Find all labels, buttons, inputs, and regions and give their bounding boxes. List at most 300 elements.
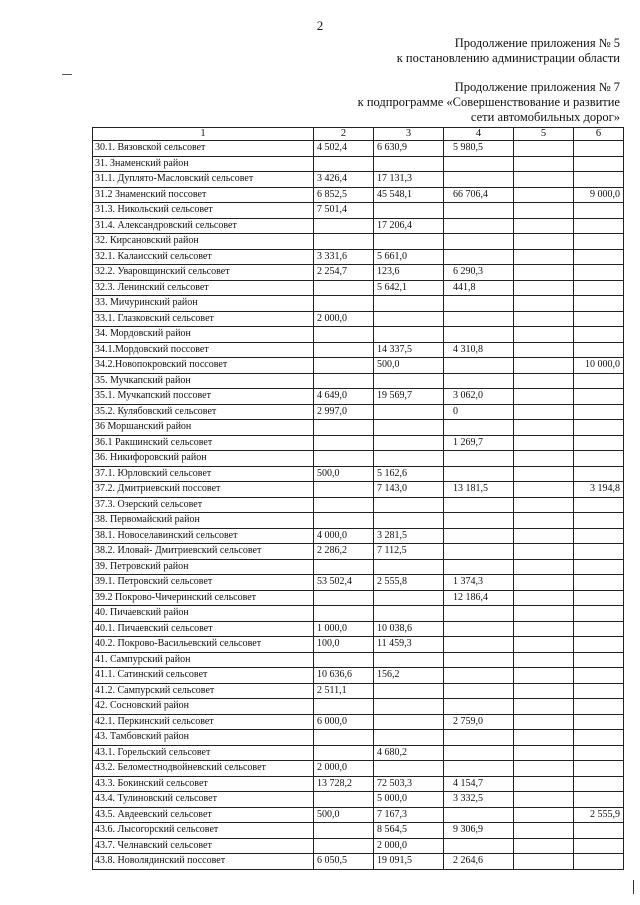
col3-value-cell xyxy=(374,590,444,606)
col5-value-cell xyxy=(514,373,574,389)
table-row xyxy=(93,373,624,389)
table-row xyxy=(93,699,624,715)
col5-value-cell xyxy=(514,234,574,250)
col3-value-cell xyxy=(374,497,444,513)
col3-value-cell xyxy=(374,203,444,219)
col4-value-cell: 2 264,6 xyxy=(444,854,514,870)
col2-value-cell xyxy=(314,559,374,575)
col4-value-cell xyxy=(444,172,514,188)
col3-value-cell: 19 091,5 xyxy=(374,854,444,870)
col5-value-cell xyxy=(514,528,574,544)
col4-value-cell xyxy=(444,683,514,699)
col2-value-cell xyxy=(314,342,374,358)
col6-value-cell xyxy=(574,420,624,436)
municipality-cell: 40. Пичаевский район xyxy=(93,606,314,622)
col6-value-cell xyxy=(574,497,624,513)
col5-value-cell xyxy=(514,420,574,436)
header-line: Продолжение приложения № 7 xyxy=(454,80,620,94)
table-row xyxy=(93,265,624,281)
col4-value-cell xyxy=(444,807,514,823)
col6-value-cell xyxy=(574,761,624,777)
table-row xyxy=(93,528,624,544)
col4-value-cell xyxy=(444,156,514,172)
municipality-cell: 36. Никифоровский район xyxy=(93,451,314,467)
col5-value-cell xyxy=(514,218,574,234)
municipality-cell: 31.3. Никольский сельсовет xyxy=(93,203,314,219)
col3-value-cell: 7 143,0 xyxy=(374,482,444,498)
municipality-cell: 31.2 Знаменский поссовет xyxy=(93,187,314,203)
col3-value-cell xyxy=(374,404,444,420)
col6-value-cell xyxy=(574,218,624,234)
col6-value-cell xyxy=(574,451,624,467)
col2-value-cell xyxy=(314,327,374,343)
column-header: 5 xyxy=(514,128,574,141)
table-row xyxy=(93,466,624,482)
col4-value-cell xyxy=(444,838,514,854)
municipality-cell: 43. Тамбовский район xyxy=(93,730,314,746)
col5-value-cell xyxy=(514,807,574,823)
col3-value-cell xyxy=(374,311,444,327)
col5-value-cell xyxy=(514,606,574,622)
col5-value-cell xyxy=(514,513,574,529)
col6-value-cell xyxy=(574,792,624,808)
col6-value-cell xyxy=(574,296,624,312)
col2-value-cell xyxy=(314,745,374,761)
col5-value-cell xyxy=(514,652,574,668)
col6-value-cell xyxy=(574,389,624,405)
column-header: 2 xyxy=(314,128,374,141)
table-row xyxy=(93,327,624,343)
col4-value-cell: 0 xyxy=(444,404,514,420)
col3-value-cell xyxy=(374,699,444,715)
col6-value-cell xyxy=(574,637,624,653)
table-row xyxy=(93,280,624,296)
municipality-cell: 33. Мичуринский район xyxy=(93,296,314,312)
col5-value-cell xyxy=(514,699,574,715)
col3-value-cell xyxy=(374,606,444,622)
col6-value-cell xyxy=(574,559,624,575)
col4-value-cell: 9 306,9 xyxy=(444,823,514,839)
col3-value-cell: 2 000,0 xyxy=(374,838,444,854)
col5-value-cell xyxy=(514,451,574,467)
col2-value-cell: 2 286,2 xyxy=(314,544,374,560)
col5-value-cell xyxy=(514,544,574,560)
col2-value-cell: 2 254,7 xyxy=(314,265,374,281)
col6-value-cell: 3 194,8 xyxy=(574,482,624,498)
col4-value-cell: 4 310,8 xyxy=(444,342,514,358)
column-header: 3 xyxy=(374,128,444,141)
table-header-row xyxy=(93,128,624,141)
col4-value-cell: 12 186,4 xyxy=(444,590,514,606)
funding-table xyxy=(92,127,624,870)
col6-value-cell xyxy=(574,668,624,684)
table-row xyxy=(93,389,624,405)
col4-value-cell: 441,8 xyxy=(444,280,514,296)
table-row xyxy=(93,575,624,591)
table-row xyxy=(93,156,624,172)
col6-value-cell xyxy=(574,203,624,219)
table-row xyxy=(93,218,624,234)
col3-value-cell: 10 038,6 xyxy=(374,621,444,637)
municipality-cell: 41.2. Сампурский сельсовет xyxy=(93,683,314,699)
col3-value-cell: 45 548,1 xyxy=(374,187,444,203)
col4-value-cell xyxy=(444,544,514,560)
table-row xyxy=(93,172,624,188)
municipality-cell: 39. Петровский район xyxy=(93,559,314,575)
col2-value-cell xyxy=(314,590,374,606)
col5-value-cell xyxy=(514,776,574,792)
table-row xyxy=(93,435,624,451)
col4-value-cell xyxy=(444,606,514,622)
municipality-cell: 43.7. Челнавский сельсовет xyxy=(93,838,314,854)
table-row xyxy=(93,420,624,436)
col3-value-cell xyxy=(374,761,444,777)
col5-value-cell xyxy=(514,590,574,606)
col5-value-cell xyxy=(514,466,574,482)
col6-value-cell xyxy=(574,544,624,560)
table-row xyxy=(93,838,624,854)
municipality-cell: 31.4. Александровский сельсовет xyxy=(93,218,314,234)
col2-value-cell xyxy=(314,792,374,808)
col4-value-cell xyxy=(444,699,514,715)
col2-value-cell: 10 636,6 xyxy=(314,668,374,684)
col2-value-cell xyxy=(314,482,374,498)
col6-value-cell xyxy=(574,172,624,188)
col3-value-cell: 8 564,5 xyxy=(374,823,444,839)
col2-value-cell xyxy=(314,296,374,312)
table-row xyxy=(93,683,624,699)
col5-value-cell xyxy=(514,683,574,699)
col2-value-cell: 6 852,5 xyxy=(314,187,374,203)
municipality-cell: 41.1. Сатинский сельсовет xyxy=(93,668,314,684)
col4-value-cell xyxy=(444,203,514,219)
municipality-cell: 37.1. Юрловский сельсовет xyxy=(93,466,314,482)
appendix-5-header xyxy=(397,36,620,66)
col4-value-cell xyxy=(444,466,514,482)
col4-value-cell: 3 332,5 xyxy=(444,792,514,808)
col3-value-cell: 156,2 xyxy=(374,668,444,684)
col2-value-cell: 6 000,0 xyxy=(314,714,374,730)
municipality-cell: 38.1. Новоселавинский сельсовет xyxy=(93,528,314,544)
table-row xyxy=(93,637,624,653)
col6-value-cell xyxy=(574,249,624,265)
col4-value-cell: 6 290,3 xyxy=(444,265,514,281)
col4-value-cell xyxy=(444,249,514,265)
col2-value-cell xyxy=(314,652,374,668)
col5-value-cell xyxy=(514,637,574,653)
col2-value-cell: 4 502,4 xyxy=(314,141,374,157)
col2-value-cell xyxy=(314,513,374,529)
col5-value-cell xyxy=(514,358,574,374)
col4-value-cell: 13 181,5 xyxy=(444,482,514,498)
table-row xyxy=(93,358,624,374)
table-row xyxy=(93,823,624,839)
col3-value-cell: 17 131,3 xyxy=(374,172,444,188)
table-row xyxy=(93,187,624,203)
municipality-cell: 32.3. Ленинский сельсовет xyxy=(93,280,314,296)
table-row xyxy=(93,854,624,870)
col6-value-cell xyxy=(574,699,624,715)
col5-value-cell xyxy=(514,854,574,870)
municipality-cell: 43.6. Лысогорский сельсовет xyxy=(93,823,314,839)
header-line: к постановлению администрации области xyxy=(396,51,620,65)
col6-value-cell xyxy=(574,745,624,761)
col3-value-cell xyxy=(374,234,444,250)
col6-value-cell xyxy=(574,311,624,327)
col6-value-cell: 2 555,9 xyxy=(574,807,624,823)
col3-value-cell: 4 680,2 xyxy=(374,745,444,761)
col6-value-cell xyxy=(574,823,624,839)
col2-value-cell xyxy=(314,234,374,250)
col4-value-cell xyxy=(444,497,514,513)
table-row xyxy=(93,792,624,808)
col2-value-cell: 3 331,6 xyxy=(314,249,374,265)
col2-value-cell xyxy=(314,838,374,854)
municipality-cell: 42.1. Перкинский сельсовет xyxy=(93,714,314,730)
col6-value-cell xyxy=(574,513,624,529)
col2-value-cell: 2 000,0 xyxy=(314,761,374,777)
col3-value-cell xyxy=(374,714,444,730)
municipality-cell: 40.2. Покрово-Васильевский сельсовет xyxy=(93,637,314,653)
col3-value-cell xyxy=(374,513,444,529)
table-row xyxy=(93,745,624,761)
table-row xyxy=(93,652,624,668)
col2-value-cell xyxy=(314,373,374,389)
table-row xyxy=(93,714,624,730)
table-row xyxy=(93,730,624,746)
municipality-cell: 43.3. Бокинский сельсовет xyxy=(93,776,314,792)
col5-value-cell xyxy=(514,668,574,684)
municipality-cell: 43.4. Тулиновский сельсовет xyxy=(93,792,314,808)
col5-value-cell xyxy=(514,838,574,854)
col4-value-cell xyxy=(444,420,514,436)
col2-value-cell: 500,0 xyxy=(314,466,374,482)
table-row xyxy=(93,807,624,823)
col2-value-cell: 53 502,4 xyxy=(314,575,374,591)
col4-value-cell xyxy=(444,327,514,343)
col5-value-cell xyxy=(514,187,574,203)
col2-value-cell: 2 511,1 xyxy=(314,683,374,699)
col6-value-cell xyxy=(574,466,624,482)
col2-value-cell xyxy=(314,823,374,839)
municipality-cell: 36 Моршанский район xyxy=(93,420,314,436)
col4-value-cell xyxy=(444,373,514,389)
col4-value-cell xyxy=(444,311,514,327)
col5-value-cell xyxy=(514,249,574,265)
col6-value-cell xyxy=(574,776,624,792)
col2-value-cell: 3 426,4 xyxy=(314,172,374,188)
municipality-cell: 30.1. Вязовской сельсовет xyxy=(93,141,314,157)
col5-value-cell xyxy=(514,559,574,575)
col2-value-cell: 500,0 xyxy=(314,807,374,823)
col4-value-cell xyxy=(444,745,514,761)
col4-value-cell: 1 374,3 xyxy=(444,575,514,591)
col5-value-cell xyxy=(514,311,574,327)
municipality-cell: 37.3. Озерский сельсовет xyxy=(93,497,314,513)
municipality-cell: 43.1. Горельский сельсовет xyxy=(93,745,314,761)
col3-value-cell: 2 555,8 xyxy=(374,575,444,591)
col4-value-cell xyxy=(444,559,514,575)
col5-value-cell xyxy=(514,435,574,451)
table-row xyxy=(93,621,624,637)
col6-value-cell xyxy=(574,730,624,746)
table-row xyxy=(93,249,624,265)
edge-mark xyxy=(633,880,634,894)
header-line: к подпрограмме «Совершенствование и развитие xyxy=(357,95,620,109)
col5-value-cell xyxy=(514,482,574,498)
col5-value-cell xyxy=(514,621,574,637)
table-row xyxy=(93,761,624,777)
municipality-cell: 35.2. Кулябовский сельсовет xyxy=(93,404,314,420)
table-row xyxy=(93,559,624,575)
col5-value-cell xyxy=(514,203,574,219)
col3-value-cell: 14 337,5 xyxy=(374,342,444,358)
col6-value-cell xyxy=(574,528,624,544)
col4-value-cell xyxy=(444,761,514,777)
municipality-cell: 43.5. Авдеевский сельсовет xyxy=(93,807,314,823)
col3-value-cell xyxy=(374,652,444,668)
table-row xyxy=(93,203,624,219)
municipality-cell: 36.1 Ракшинский сельсовет xyxy=(93,435,314,451)
col2-value-cell xyxy=(314,435,374,451)
table-row xyxy=(93,544,624,560)
col5-value-cell xyxy=(514,389,574,405)
col3-value-cell: 7 112,5 xyxy=(374,544,444,560)
col6-value-cell xyxy=(574,575,624,591)
col2-value-cell: 100,0 xyxy=(314,637,374,653)
page-number: 2 xyxy=(316,18,324,33)
col3-value-cell: 17 206,4 xyxy=(374,218,444,234)
col6-value-cell xyxy=(574,265,624,281)
col3-value-cell: 11 459,3 xyxy=(374,637,444,653)
municipality-cell: 41. Сампурский район xyxy=(93,652,314,668)
col4-value-cell xyxy=(444,218,514,234)
col6-value-cell: 9 000,0 xyxy=(574,187,624,203)
col2-value-cell: 2 000,0 xyxy=(314,311,374,327)
col3-value-cell: 3 281,5 xyxy=(374,528,444,544)
header-line: Продолжение приложения № 5 xyxy=(454,36,620,50)
municipality-cell: 43.8. Новолядинский поссовет xyxy=(93,854,314,870)
col3-value-cell xyxy=(374,683,444,699)
col6-value-cell xyxy=(574,342,624,358)
col3-value-cell xyxy=(374,296,444,312)
table-row xyxy=(93,606,624,622)
col4-value-cell xyxy=(444,668,514,684)
col6-value-cell xyxy=(574,327,624,343)
col4-value-cell xyxy=(444,513,514,529)
col3-value-cell: 5 162,6 xyxy=(374,466,444,482)
table-row xyxy=(93,776,624,792)
table-row xyxy=(93,451,624,467)
municipality-cell: 34.2.Новопокровский поссовет xyxy=(93,358,314,374)
municipality-cell: 39.1. Петровский сельсовет xyxy=(93,575,314,591)
col3-value-cell: 19 569,7 xyxy=(374,389,444,405)
col2-value-cell xyxy=(314,699,374,715)
table-row xyxy=(93,513,624,529)
col5-value-cell xyxy=(514,296,574,312)
col3-value-cell xyxy=(374,451,444,467)
col4-value-cell xyxy=(444,621,514,637)
col5-value-cell xyxy=(514,714,574,730)
header-line: сети автомобильных дорог» xyxy=(470,110,620,124)
municipality-cell: 38.2. Иловай- Дмитриевский сельсовет xyxy=(93,544,314,560)
col6-value-cell xyxy=(574,435,624,451)
col2-value-cell xyxy=(314,218,374,234)
municipality-cell: 38. Первомайский район xyxy=(93,513,314,529)
col6-value-cell xyxy=(574,621,624,637)
municipality-cell: 32. Кирсановский район xyxy=(93,234,314,250)
col4-value-cell xyxy=(444,451,514,467)
table-row xyxy=(93,342,624,358)
col2-value-cell xyxy=(314,420,374,436)
col6-value-cell xyxy=(574,683,624,699)
col5-value-cell xyxy=(514,761,574,777)
table-row xyxy=(93,590,624,606)
municipality-cell: 32.1. Калаисский сельсовет xyxy=(93,249,314,265)
municipality-cell: 34. Мордовский район xyxy=(93,327,314,343)
column-header: 1 xyxy=(93,128,314,141)
col5-value-cell xyxy=(514,327,574,343)
appendix-7-header xyxy=(358,80,620,125)
col2-value-cell xyxy=(314,606,374,622)
table-row xyxy=(93,311,624,327)
col3-value-cell xyxy=(374,156,444,172)
col3-value-cell xyxy=(374,420,444,436)
col3-value-cell: 5 000,0 xyxy=(374,792,444,808)
col5-value-cell xyxy=(514,404,574,420)
col4-value-cell: 3 062,0 xyxy=(444,389,514,405)
col4-value-cell: 2 759,0 xyxy=(444,714,514,730)
col2-value-cell: 4 000,0 xyxy=(314,528,374,544)
col5-value-cell xyxy=(514,745,574,761)
col6-value-cell xyxy=(574,404,624,420)
col6-value-cell xyxy=(574,652,624,668)
col5-value-cell xyxy=(514,823,574,839)
municipality-cell: 34.1.Мордовский поссовет xyxy=(93,342,314,358)
col4-value-cell xyxy=(444,730,514,746)
col2-value-cell: 6 050,5 xyxy=(314,854,374,870)
col6-value-cell: 10 000,0 xyxy=(574,358,624,374)
col3-value-cell xyxy=(374,559,444,575)
col4-value-cell: 66 706,4 xyxy=(444,187,514,203)
municipality-cell: 31. Знаменский район xyxy=(93,156,314,172)
col3-value-cell: 500,0 xyxy=(374,358,444,374)
table-row xyxy=(93,296,624,312)
col4-value-cell xyxy=(444,652,514,668)
table-row xyxy=(93,141,624,157)
col6-value-cell xyxy=(574,838,624,854)
municipality-cell: 39.2 Покрово-Чичеринский сельсовет xyxy=(93,590,314,606)
col6-value-cell xyxy=(574,234,624,250)
col3-value-cell: 123,6 xyxy=(374,265,444,281)
margin-mark xyxy=(62,74,72,75)
col2-value-cell: 4 649,0 xyxy=(314,389,374,405)
col2-value-cell xyxy=(314,451,374,467)
col5-value-cell xyxy=(514,730,574,746)
col2-value-cell: 2 997,0 xyxy=(314,404,374,420)
col4-value-cell: 5 980,5 xyxy=(444,141,514,157)
col5-value-cell xyxy=(514,172,574,188)
municipality-cell: 33.1. Глазковский сельсовет xyxy=(93,311,314,327)
municipality-cell: 32.2. Уваровщинский сельсовет xyxy=(93,265,314,281)
municipality-cell: 31.1. Дуплято-Масловский сельсовет xyxy=(93,172,314,188)
col2-value-cell: 13 728,2 xyxy=(314,776,374,792)
col6-value-cell xyxy=(574,373,624,389)
col2-value-cell xyxy=(314,730,374,746)
col4-value-cell xyxy=(444,528,514,544)
col5-value-cell xyxy=(514,280,574,296)
col3-value-cell: 5 642,1 xyxy=(374,280,444,296)
